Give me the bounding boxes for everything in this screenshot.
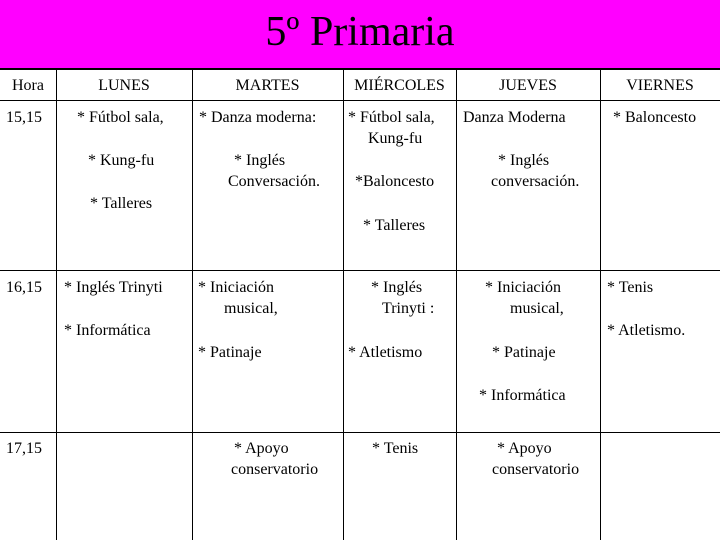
column-divider [456, 70, 457, 540]
activity-miercoles: *Baloncesto [355, 173, 435, 190]
activity-jueves: * Apoyo [497, 440, 552, 457]
activity-martes: * Inglés [234, 152, 286, 169]
column-divider [192, 70, 193, 540]
activity-lunes: * Kung-fu [88, 152, 155, 169]
activity-martes: * Danza moderna: [199, 109, 317, 126]
activity-miercoles: Kung-fu [368, 130, 423, 147]
activity-martes: * Apoyo [234, 440, 289, 457]
activity-martes: musical, [224, 300, 278, 317]
activity-miercoles: * Inglés [371, 279, 423, 296]
row-divider [0, 270, 720, 271]
activity-viernes: * Baloncesto [613, 109, 697, 126]
header-martes: MARTES [235, 77, 300, 94]
activity-viernes: * Atletismo. [607, 322, 686, 339]
time-cell: 17,15 [6, 440, 42, 457]
activity-jueves: * Informática [479, 387, 566, 404]
header-lunes: LUNES [98, 77, 150, 94]
activity-jueves: musical, [510, 300, 564, 317]
activity-lunes: * Talleres [90, 195, 153, 212]
time-cell: 15,15 [6, 109, 42, 126]
column-divider [56, 70, 57, 540]
header-viernes: VIERNES [626, 77, 694, 94]
activity-jueves: conversación. [491, 173, 580, 190]
activity-lunes: * Fútbol sala, [77, 109, 164, 126]
activity-jueves: conservatorio [492, 461, 580, 478]
time-cell: 16,15 [6, 279, 42, 296]
activity-jueves: Danza Moderna [463, 109, 566, 126]
activity-jueves: * Inglés [498, 152, 550, 169]
activity-martes: conservatorio [231, 461, 319, 478]
column-divider [600, 70, 601, 540]
activity-miercoles: * Atletismo [348, 344, 423, 361]
activity-miercoles: * Talleres [363, 217, 426, 234]
schedule-table [0, 70, 720, 540]
activity-miercoles: Trinyti : [382, 300, 435, 317]
activity-viernes: * Tenis [607, 279, 654, 296]
activity-martes: * Iniciación [198, 279, 274, 296]
activity-martes: * Patinaje [198, 344, 262, 361]
row-divider [0, 432, 720, 433]
header-hora: Hora [12, 77, 44, 94]
column-divider [343, 70, 344, 540]
title-bar [0, 0, 720, 70]
activity-lunes: * Informática [64, 322, 151, 339]
activity-jueves: * Iniciación [485, 279, 561, 296]
activity-miercoles: * Tenis [372, 440, 419, 457]
header-jueves: JUEVES [499, 77, 557, 94]
row-divider [0, 100, 720, 101]
activity-jueves: * Patinaje [492, 344, 556, 361]
activity-miercoles: * Fútbol sala, [348, 109, 435, 126]
activity-lunes: * Inglés Trinyti [64, 279, 163, 296]
header-miercoles: MIÉRCOLES [354, 77, 445, 94]
activity-martes: Conversación. [228, 173, 320, 190]
page-title: 5º Primaria [265, 9, 455, 55]
